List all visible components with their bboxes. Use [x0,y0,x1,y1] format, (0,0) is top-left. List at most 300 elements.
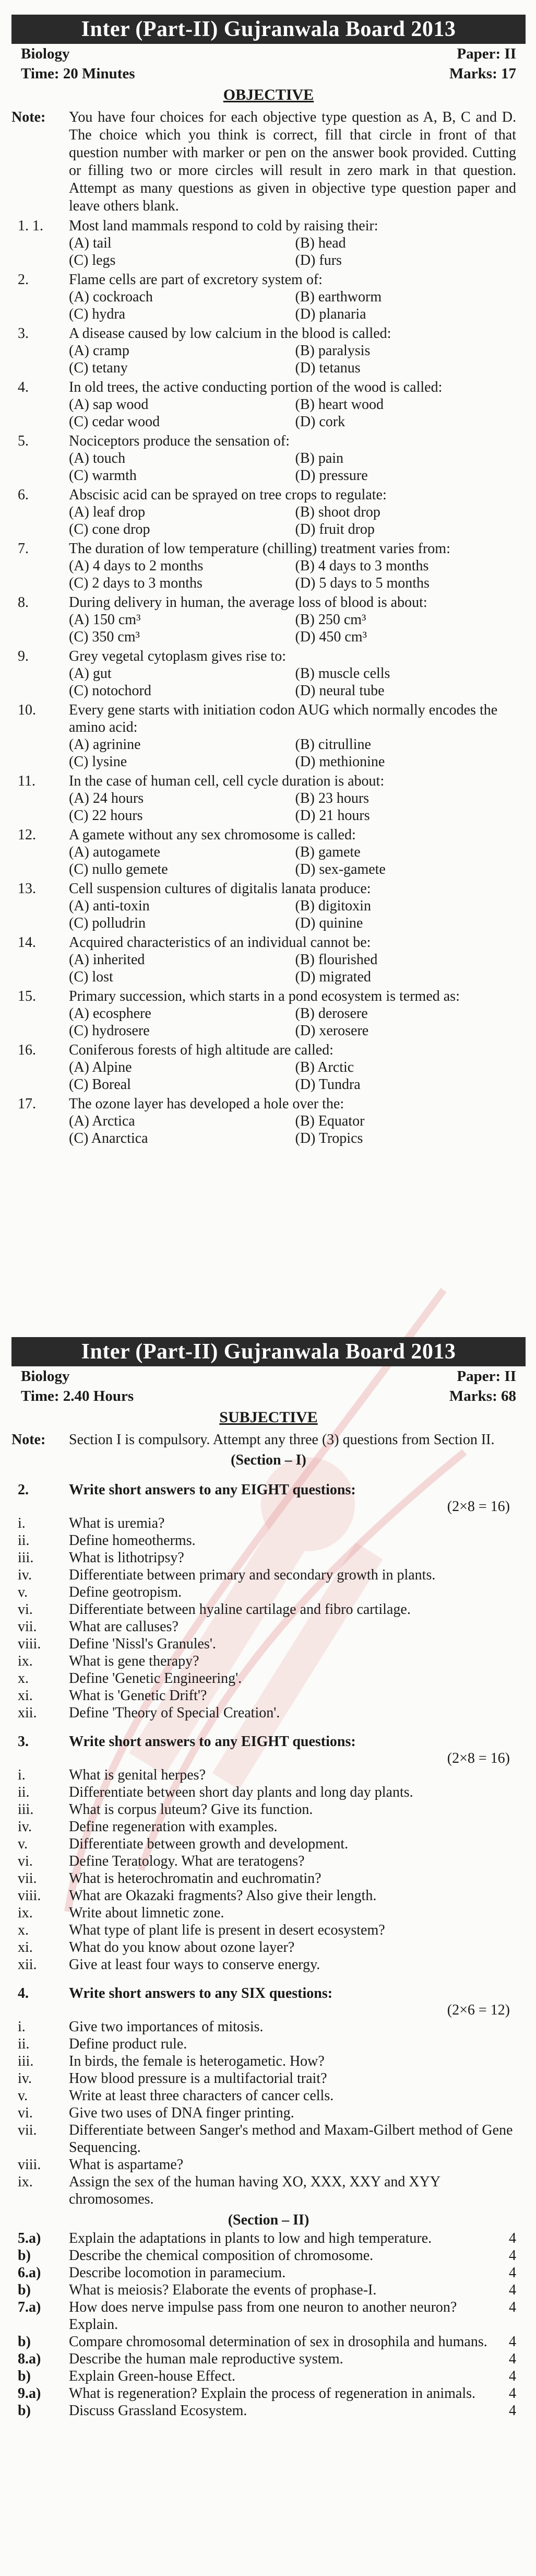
short-question-text: Define homeotherms. [69,1532,196,1549]
question-text: The duration of low temperature (chilling) treatment varies from: [69,541,450,557]
question-number: 6. [18,487,29,503]
group-number: 3. [18,1734,29,1750]
answer-option: (D) sex-gamete [295,861,386,877]
answer-option: (B) derosere [295,1005,368,1022]
answer-option: (C) warmth [69,467,137,484]
answer-option: (A) autogamete [69,844,160,860]
option-grid [69,288,516,323]
short-question-number: iii. [18,2053,34,2069]
long-question [11,2368,526,2385]
short-question-text: Write about limnetic zone. [69,1905,224,1921]
question-number: 3. [18,325,29,342]
long-question-number: b) [18,2334,31,2350]
question-group-heading [11,1481,526,1499]
answer-option: (A) agrinine [69,736,141,753]
answer-option: (C) 2 days to 3 months [69,575,203,591]
short-question [11,1635,526,1653]
short-question [11,1584,526,1601]
group-title: Write short answers to any EIGHT questions: [69,1734,356,1750]
long-question-text: Describe the chemical composition of chromosome. [69,2247,374,2264]
question-number: 1. 1. [18,218,43,234]
group-number: 2. [18,1482,29,1498]
note-label: Note: [11,109,46,125]
long-question-text: What is meiosis? Elaborate the events of prophase-I. [69,2282,377,2298]
long-question [11,2281,526,2299]
answer-option: (C) tetany [69,360,128,376]
long-question-text: Discuss Grassland Ecosystem. [69,2403,247,2419]
answer-option: (B) Equator [295,1113,365,1129]
short-question-number: v. [18,1584,28,1600]
mcq-list [11,217,526,1147]
marks-label: Marks: 17 [449,65,516,82]
question-text: Cell suspension cultures of digitalis lanata produce: [69,881,371,897]
short-question [11,2070,526,2087]
paper-title-banner: Inter (Part-II) Gujranwala Board 2013 [11,15,526,44]
short-question-text: Differentiate between short day plants and long day plants. [69,1784,413,1800]
question-text: Nociceptors produce the sensation of: [69,433,290,449]
short-question-number: x. [18,1670,29,1687]
answer-option: (C) 22 hours [69,807,143,824]
mcq-question [11,988,526,1039]
question-number: 17. [18,1096,36,1112]
short-question-text: What type of plant life is present in desert ecosystem? [69,1922,385,1938]
answer-option: (D) xerosere [295,1023,369,1039]
short-question-number: iii. [18,1801,34,1818]
short-question [11,1766,526,1784]
short-question-number: iii. [18,1550,34,1566]
short-question-text: Give two uses of DNA finger printing. [69,2105,294,2121]
long-question-text: What is regeneration? Explain the process of regeneration in animals. [69,2385,476,2402]
short-question-number: i. [18,1515,26,1531]
answer-option: (A) 4 days to 2 months [69,558,204,574]
short-question [11,2018,526,2035]
question-body [69,648,526,699]
answer-option: (D) methionine [295,754,385,770]
question-text: Acquired characteristics of an individual cannot be: [69,934,371,951]
question-body [69,325,526,377]
answer-option: (C) cone drop [69,521,150,537]
answer-option: (C) 350 cm³ [69,629,140,645]
instructions-note [11,109,526,215]
question-text: In old trees, the active conducting portion of the wood is called: [69,379,443,395]
question-text: A disease caused by low calcium in the blood is called: [69,325,391,342]
answer-option: (C) Anarctica [69,1130,148,1146]
option-grid [69,736,516,770]
short-question-number: ii. [18,1532,30,1549]
question-body [69,880,526,932]
answer-option: (D) migrated [295,969,371,985]
question-number: 13. [18,881,36,897]
answer-option: (B) gamete [295,844,361,860]
long-question-marks: 4 [509,2230,516,2246]
mcq-question [11,325,526,377]
question-group-heading [11,1985,526,2003]
short-question [11,2035,526,2053]
short-question [11,1870,526,1887]
short-question-number: xi. [18,1688,33,1704]
short-question-number: ix. [18,2174,33,2190]
answer-option: (A) leaf drop [69,504,146,520]
time-marks-row [11,1386,526,1406]
long-question-text: Compare chromosomal determination of sex in drosophila and humans. [69,2334,487,2350]
short-question-text: What is corpus luteum? Give its function. [69,1801,313,1818]
question-body [69,271,526,323]
mcq-question [11,934,526,986]
answer-option: (A) cramp [69,343,129,359]
short-question-number: xii. [18,1705,37,1721]
mcq-question [11,772,526,824]
option-grid [69,1113,516,1147]
question-number: 2. [18,272,29,288]
short-question-text: What is genital herpes? [69,1767,206,1783]
instructions-note [11,1431,526,1449]
question-number: 16. [18,1042,36,1058]
question-body [69,988,526,1039]
answer-option: (A) cockroach [69,289,153,305]
question-text: In the case of human cell, cell cycle duration is about: [69,773,385,789]
question-body [69,217,526,269]
option-grid [69,790,516,824]
group-marks: (2×6 = 12) [447,2002,510,2018]
answer-option: (C) cedar wood [69,414,160,430]
mcq-question [11,271,526,323]
short-question [11,1653,526,1670]
option-grid [69,504,516,538]
answer-option: (B) heart wood [295,396,384,413]
short-question-text: What is gene therapy? [69,1653,199,1669]
short-question-text: Differentiate between hyaline cartilage and fibro cartilage. [69,1601,411,1618]
question-text: Most land mammals respond to cold by raising their: [69,218,378,234]
answer-option: (C) hydra [69,306,126,322]
answer-option: (B) Arctic [295,1059,354,1075]
long-question-marks: 4 [509,2368,516,2384]
option-grid [69,396,516,430]
short-question-number: iv. [18,1819,32,1835]
question-number: 9. [18,648,29,664]
long-question [11,2350,526,2368]
answer-option: (D) quinine [295,915,363,931]
long-question-text: Explain the adaptations in plants to low and high temperature. [69,2230,432,2246]
long-question-marks: 4 [509,2299,516,2315]
short-question-number: i. [18,2019,26,2035]
short-question [11,1784,526,1801]
short-question-text: Define product rule. [69,2036,187,2052]
question-text: Flame cells are part of excretory system of: [69,272,323,288]
short-question-number: xii. [18,1957,37,1973]
short-question-number: i. [18,1767,26,1783]
question-body [69,432,526,484]
short-question [11,1801,526,1818]
long-question-text: Describe the human male reproductive system. [69,2351,343,2367]
group-marks: (2×8 = 16) [447,1498,510,1515]
long-question-number: 7.a) [18,2299,41,2315]
question-body [69,826,526,878]
long-question [11,2333,526,2350]
question-body [69,1095,526,1147]
answer-option: (B) flourished [295,952,378,968]
mcq-question [11,486,526,538]
mcq-question [11,540,526,592]
long-question-list [11,2230,526,2419]
marks-label: Marks: 68 [449,1388,516,1404]
short-question-number: viii. [18,1636,41,1652]
mcq-question [11,217,526,269]
answer-option: (A) inherited [69,952,145,968]
short-question-text: Differentiate between growth and development. [69,1836,349,1852]
paper-title-banner: Inter (Part-II) Gujranwala Board 2013 [11,1337,526,1366]
answer-option: (D) Tundra [295,1076,361,1093]
short-question-number: iv. [18,2070,32,2087]
answer-option: (B) 23 hours [295,790,370,806]
mcq-question [11,1041,526,1093]
answer-option: (D) cork [295,414,346,430]
short-question-number: xi. [18,1939,33,1956]
subject-label: Biology [21,1368,70,1385]
long-question-marks: 4 [509,2385,516,2402]
short-question [11,2122,526,2156]
short-question [11,2173,526,2208]
short-question-number: vi. [18,2105,33,2121]
answer-option: (A) 24 hours [69,790,144,806]
answer-option: (B) muscle cells [295,665,390,682]
question-text: Coniferous forests of high altitude are called: [69,1042,333,1058]
option-grid [69,450,516,484]
answer-option: (D) planaria [295,306,366,322]
long-question-text: How does nerve impulse pass from one neuron to another neuron? Explain. [69,2299,457,2333]
question-number: 8. [18,594,29,611]
short-question [11,1670,526,1687]
answer-option: (D) fruit drop [295,521,375,537]
paper-label: Paper: II [457,45,516,62]
long-question-text: Describe locomotion in paramecium. [69,2265,286,2281]
note-label: Note: [11,1432,46,1448]
long-question-marks: 4 [509,2247,516,2264]
short-question-text: Differentiate between primary and secondary growth in plants. [69,1567,436,1583]
short-question-text: Define geotropism. [69,1584,182,1600]
mcq-question [11,379,526,430]
short-question-text: What are Okazaki fragments? Also give their length. [69,1888,377,1904]
short-question-text: What is lithotripsy? [69,1550,184,1566]
short-question [11,1956,526,1973]
long-question-number: b) [18,2368,31,2384]
answer-option: (D) 21 hours [295,807,370,824]
paper-label: Paper: II [457,1368,516,1385]
long-question-marks: 4 [509,2351,516,2367]
group-marks: (2×8 = 16) [447,1750,510,1766]
option-grid [69,342,516,377]
mcq-question [11,826,526,878]
answer-option: (C) lost [69,969,113,985]
option-grid [69,665,516,699]
question-number: 15. [18,988,36,1004]
paper-meta-row [11,44,526,64]
short-question [11,1618,526,1635]
answer-option: (A) Alpine [69,1059,132,1075]
mcq-question [11,1095,526,1147]
section-heading: OBJECTIVE [223,86,314,103]
short-question [11,1549,526,1566]
short-question-text: What is aspartame? [69,2157,184,2173]
section-heading: SUBJECTIVE [219,1409,318,1426]
question-number: 14. [18,934,36,951]
answer-option: (C) lysine [69,754,127,770]
question-number: 4. [18,379,29,395]
group-title: Write short answers to any EIGHT questions: [69,1482,356,1498]
answer-option: (B) citrulline [295,736,371,753]
question-body [69,486,526,538]
answer-option: (A) sap wood [69,396,149,413]
long-question-text: Explain Green-house Effect. [69,2368,236,2384]
time-marks-row [11,64,526,84]
short-question-text: Define 'Genetic Engineering'. [69,1670,242,1687]
mcq-question [11,701,526,770]
short-question-number: ix. [18,1905,33,1921]
short-question-number: iv. [18,1567,32,1583]
question-body [69,1041,526,1093]
question-group-heading [11,1733,526,1751]
short-question [11,1853,526,1870]
short-question-number: vii. [18,1619,37,1635]
question-body [69,594,526,646]
short-question-number: ix. [18,1653,33,1669]
answer-option: (C) polludrin [69,915,146,931]
short-question-text: Assign the sex of the human having XO, XXX, XXY and XYY chromosomes. [69,2174,440,2207]
note-text: You have four choices for each objective type question as A, B, C and D. The choice which you think is correct, fill that circle in front of that question number with marker or pen on the answer book provided. Cutting or filling two or more circles will result in zero mark in that question. Attempt as many questions as given in objective type question paper and leave others blank. [69,109,516,214]
question-number: 10. [18,702,36,718]
short-question [11,1939,526,1956]
short-question [11,1922,526,1939]
short-question-number: v. [18,1836,28,1852]
answer-option: (D) 5 days to 5 months [295,575,430,591]
short-question [11,1887,526,1904]
answer-option: (A) anti-toxin [69,898,150,914]
long-question [11,2264,526,2281]
short-question [11,2087,526,2104]
time-label: Time: 2.40 Hours [21,1388,134,1404]
answer-option: (B) digitoxin [295,898,371,914]
short-question-groups [11,1481,526,2208]
long-question-number: 5.a) [18,2230,41,2246]
short-question-text: Define 'Theory of Special Creation'. [69,1705,280,1721]
long-question-number: b) [18,2403,31,2419]
question-text: A gamete without any sex chromosome is called: [69,827,356,843]
option-grid [69,844,516,878]
long-question-marks: 4 [509,2403,516,2419]
long-question-marks: 4 [509,2282,516,2298]
question-body [69,379,526,430]
short-question [11,1532,526,1549]
short-question [11,1818,526,1835]
short-question-number: vi. [18,1853,33,1869]
long-question-number: b) [18,2247,31,2264]
long-question [11,2230,526,2247]
short-question-text: Define regeneration with examples. [69,1819,278,1835]
answer-option: (D) Tropics [295,1130,363,1146]
short-question [11,2156,526,2173]
long-question-marks: 4 [509,2265,516,2281]
time-label: Time: 20 Minutes [21,65,135,82]
option-grid [69,235,516,269]
option-grid [69,951,516,986]
group-title: Write short answers to any SIX questions: [69,1985,333,2001]
short-question-number: v. [18,2088,28,2104]
short-question-number: viii. [18,2157,41,2173]
question-text: Every gene starts with initiation codon AUG which normally encodes the amino acid: [69,702,498,735]
section-two-title: (Section – II) [228,2212,309,2228]
mcq-question [11,594,526,646]
answer-option: (D) furs [295,252,342,268]
group-number: 4. [18,1985,29,2001]
section-one-title: (Section – I) [231,1452,306,1468]
short-question-text: Give at least four ways to conserve energy. [69,1957,320,1973]
long-question-number: 6.a) [18,2265,41,2281]
note-text: Section I is compulsory. Attempt any three (3) questions from Section II. [69,1432,495,1448]
short-question [11,1835,526,1853]
question-text: During delivery in human, the average loss of blood is about: [69,594,427,611]
question-body [69,701,526,770]
answer-option: (A) tail [69,235,112,251]
short-question-number: vii. [18,2122,37,2138]
question-body [69,540,526,592]
mcq-question [11,880,526,932]
short-question [11,1566,526,1584]
question-body [69,772,526,824]
long-question [11,2299,526,2333]
short-question-text: What is uremia? [69,1515,165,1531]
subjective-paper [11,1337,526,2419]
long-question-number: b) [18,2282,31,2298]
answer-option: (C) notochord [69,683,151,699]
question-number: 5. [18,433,29,449]
short-question-text: What is 'Genetic Drift'? [69,1688,207,1704]
answer-option: (B) earthworm [295,289,382,305]
question-text: The ozone layer has developed a hole over the: [69,1096,344,1112]
short-question-text: In birds, the female is heterogametic. How? [69,2053,325,2069]
answer-option: (D) tetanus [295,360,361,376]
short-question-text: What are calluses? [69,1619,178,1635]
paper-meta-row [11,1366,526,1386]
long-question [11,2402,526,2419]
long-question [11,2247,526,2264]
short-question-number: ii. [18,2036,30,2052]
answer-option: (C) nullo gemete [69,861,168,877]
option-grid [69,611,516,646]
answer-option: (D) pressure [295,467,368,484]
question-number: 11. [18,773,35,789]
short-question-text: Give two importances of mitosis. [69,2019,264,2035]
question-body [69,934,526,986]
mcq-question [11,648,526,699]
answer-option: (A) gut [69,665,112,682]
long-question [11,2385,526,2402]
short-question-text: Differentiate between Sanger's method and Maxam-Gilbert method of Gene Sequencing. [69,2122,513,2156]
long-question-marks: 4 [509,2334,516,2350]
short-question [11,1601,526,1618]
option-grid [69,897,516,932]
short-question [11,1515,526,1532]
question-text: Primary succession, which starts in a pond ecosystem is termed as: [69,988,460,1004]
option-grid [69,557,516,592]
option-grid [69,1059,516,1093]
answer-option: (A) touch [69,450,126,466]
short-question-number: vi. [18,1601,33,1618]
long-question-number: 8.a) [18,2351,41,2367]
short-question [11,2053,526,2070]
short-question-text: Define Teratology. What are teratogens? [69,1853,305,1869]
answer-option: (D) 450 cm³ [295,629,367,645]
question-number: 12. [18,827,36,843]
answer-option: (C) Boreal [69,1076,131,1093]
